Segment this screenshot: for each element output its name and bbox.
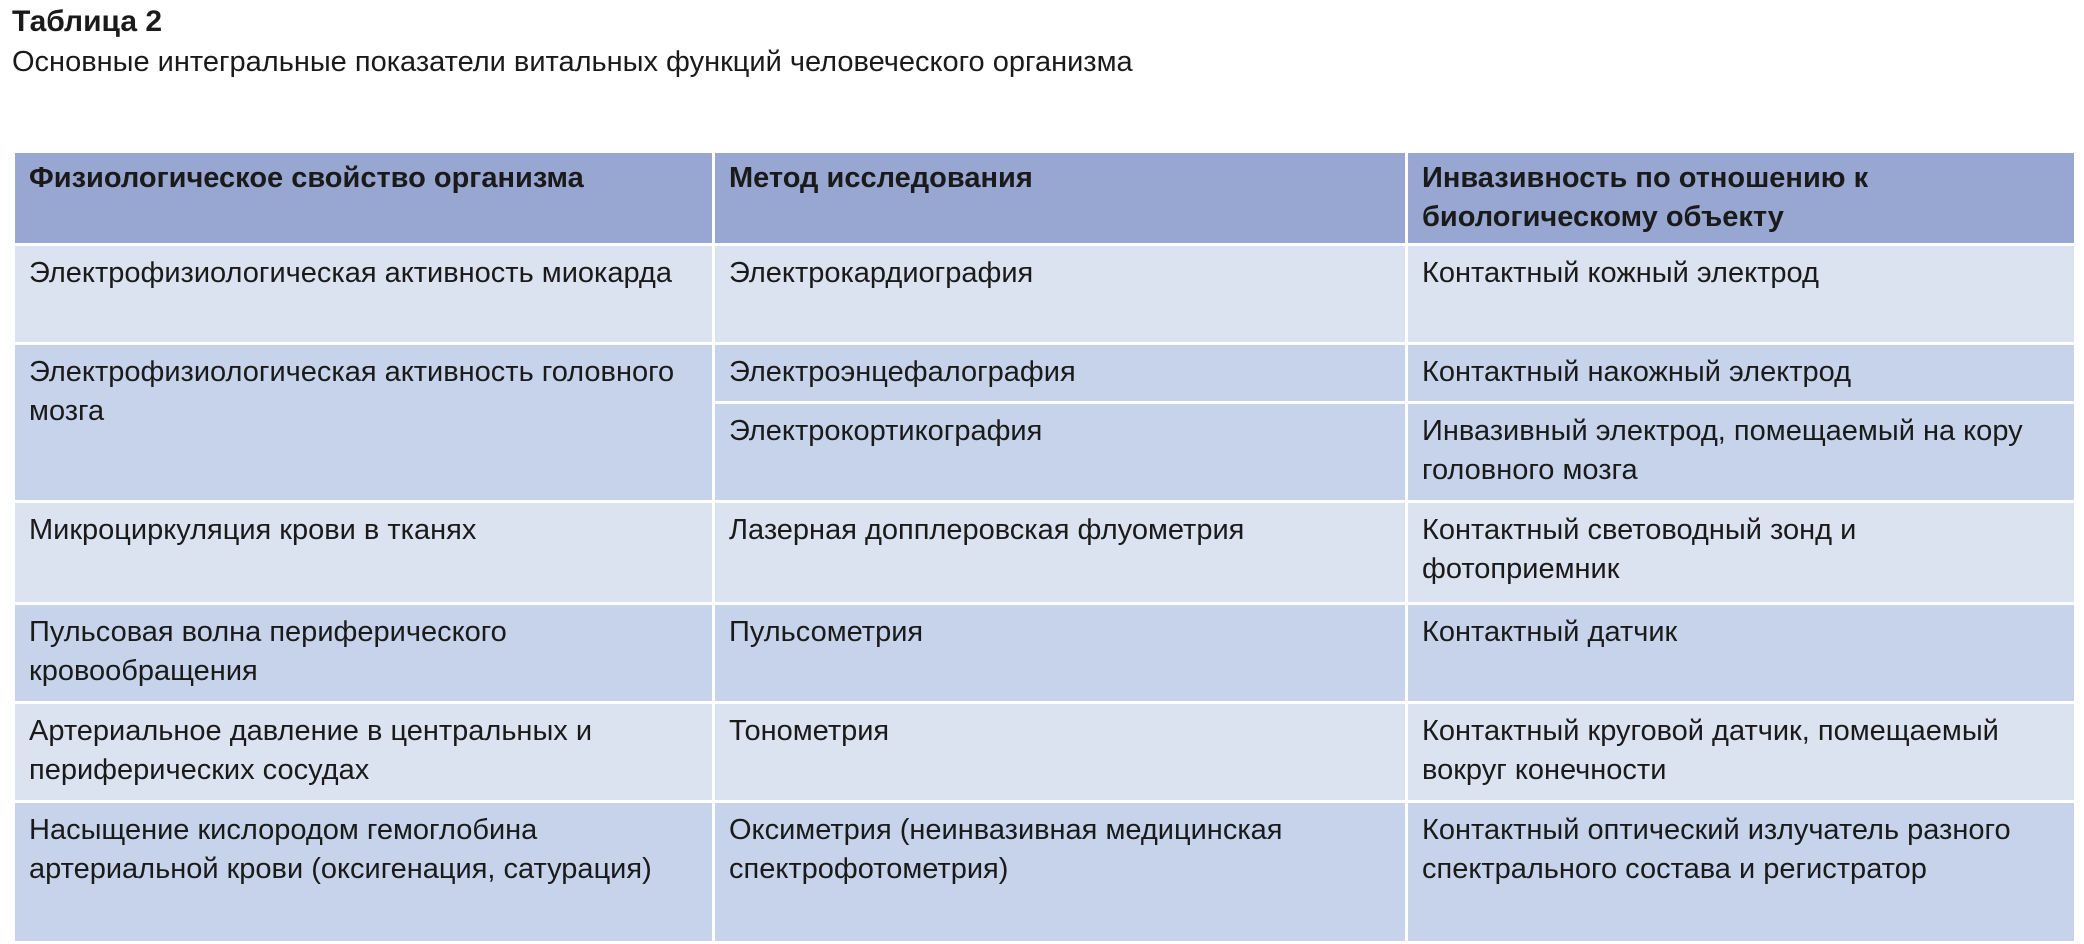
cell-method: Оксиметрия (неинвазивная медицинская спектрофотометрия) bbox=[714, 802, 1407, 943]
cell-invasiveness: Контактный световодный зонд и фотоприемник bbox=[1407, 502, 2076, 604]
cell-invasiveness: Контактный оптический излучатель разного спектрального состава и регистратор bbox=[1407, 802, 2076, 943]
table-title: Основные интегральные показатели витальных функций человеческого организма bbox=[12, 46, 1133, 78]
cell-invasiveness: Контактный датчик bbox=[1407, 604, 2076, 703]
cell-property: Пульсовая волна периферического кровообращения bbox=[14, 604, 714, 703]
table-number: Таблица 2 bbox=[12, 5, 163, 38]
table-row bbox=[14, 502, 2076, 604]
cell-invasiveness: Контактный круговой датчик, помещаемый вокруг конечности bbox=[1407, 703, 2076, 802]
table-row bbox=[14, 703, 2076, 802]
header-method: Метод исследования bbox=[714, 152, 1407, 245]
table-row bbox=[14, 802, 2076, 943]
cell-method: Тонометрия bbox=[714, 703, 1407, 802]
cell-invasiveness: Контактный кожный электрод bbox=[1407, 245, 2076, 344]
cell-invasiveness: Контактный накожный электрод bbox=[1407, 344, 2076, 403]
cell-method: Пульсометрия bbox=[714, 604, 1407, 703]
table-row bbox=[14, 604, 2076, 703]
table-row bbox=[14, 245, 2076, 344]
cell-method: Электрокортикография bbox=[714, 403, 1407, 502]
cell-property: Электрофизиологическая активность миокарда bbox=[14, 245, 714, 344]
cell-method: Электроэнцефалография bbox=[714, 344, 1407, 403]
cell-property: Артериальное давление в центральных и периферических сосудах bbox=[14, 703, 714, 802]
cell-property: Электрофизиологическая активность головного мозга bbox=[14, 344, 714, 502]
vital-functions-table bbox=[12, 150, 2077, 944]
cell-property: Насыщение кислородом гемоглобина артериальной крови (оксигенация, сатурация) bbox=[14, 802, 714, 943]
cell-method: Электрокардиография bbox=[714, 245, 1407, 344]
cell-method: Лазерная допплеровская флуометрия bbox=[714, 502, 1407, 604]
header-property: Физиологическое свойство организма bbox=[14, 152, 714, 245]
table-header-row bbox=[14, 152, 2076, 245]
table-row bbox=[14, 344, 2076, 403]
cell-invasiveness: Инвазивный электрод, помещаемый на кору головного мозга bbox=[1407, 403, 2076, 502]
header-invasiveness: Инвазивность по отношению к биологическому объекту bbox=[1407, 152, 2076, 245]
cell-property: Микроциркуляция крови в тканях bbox=[14, 502, 714, 604]
